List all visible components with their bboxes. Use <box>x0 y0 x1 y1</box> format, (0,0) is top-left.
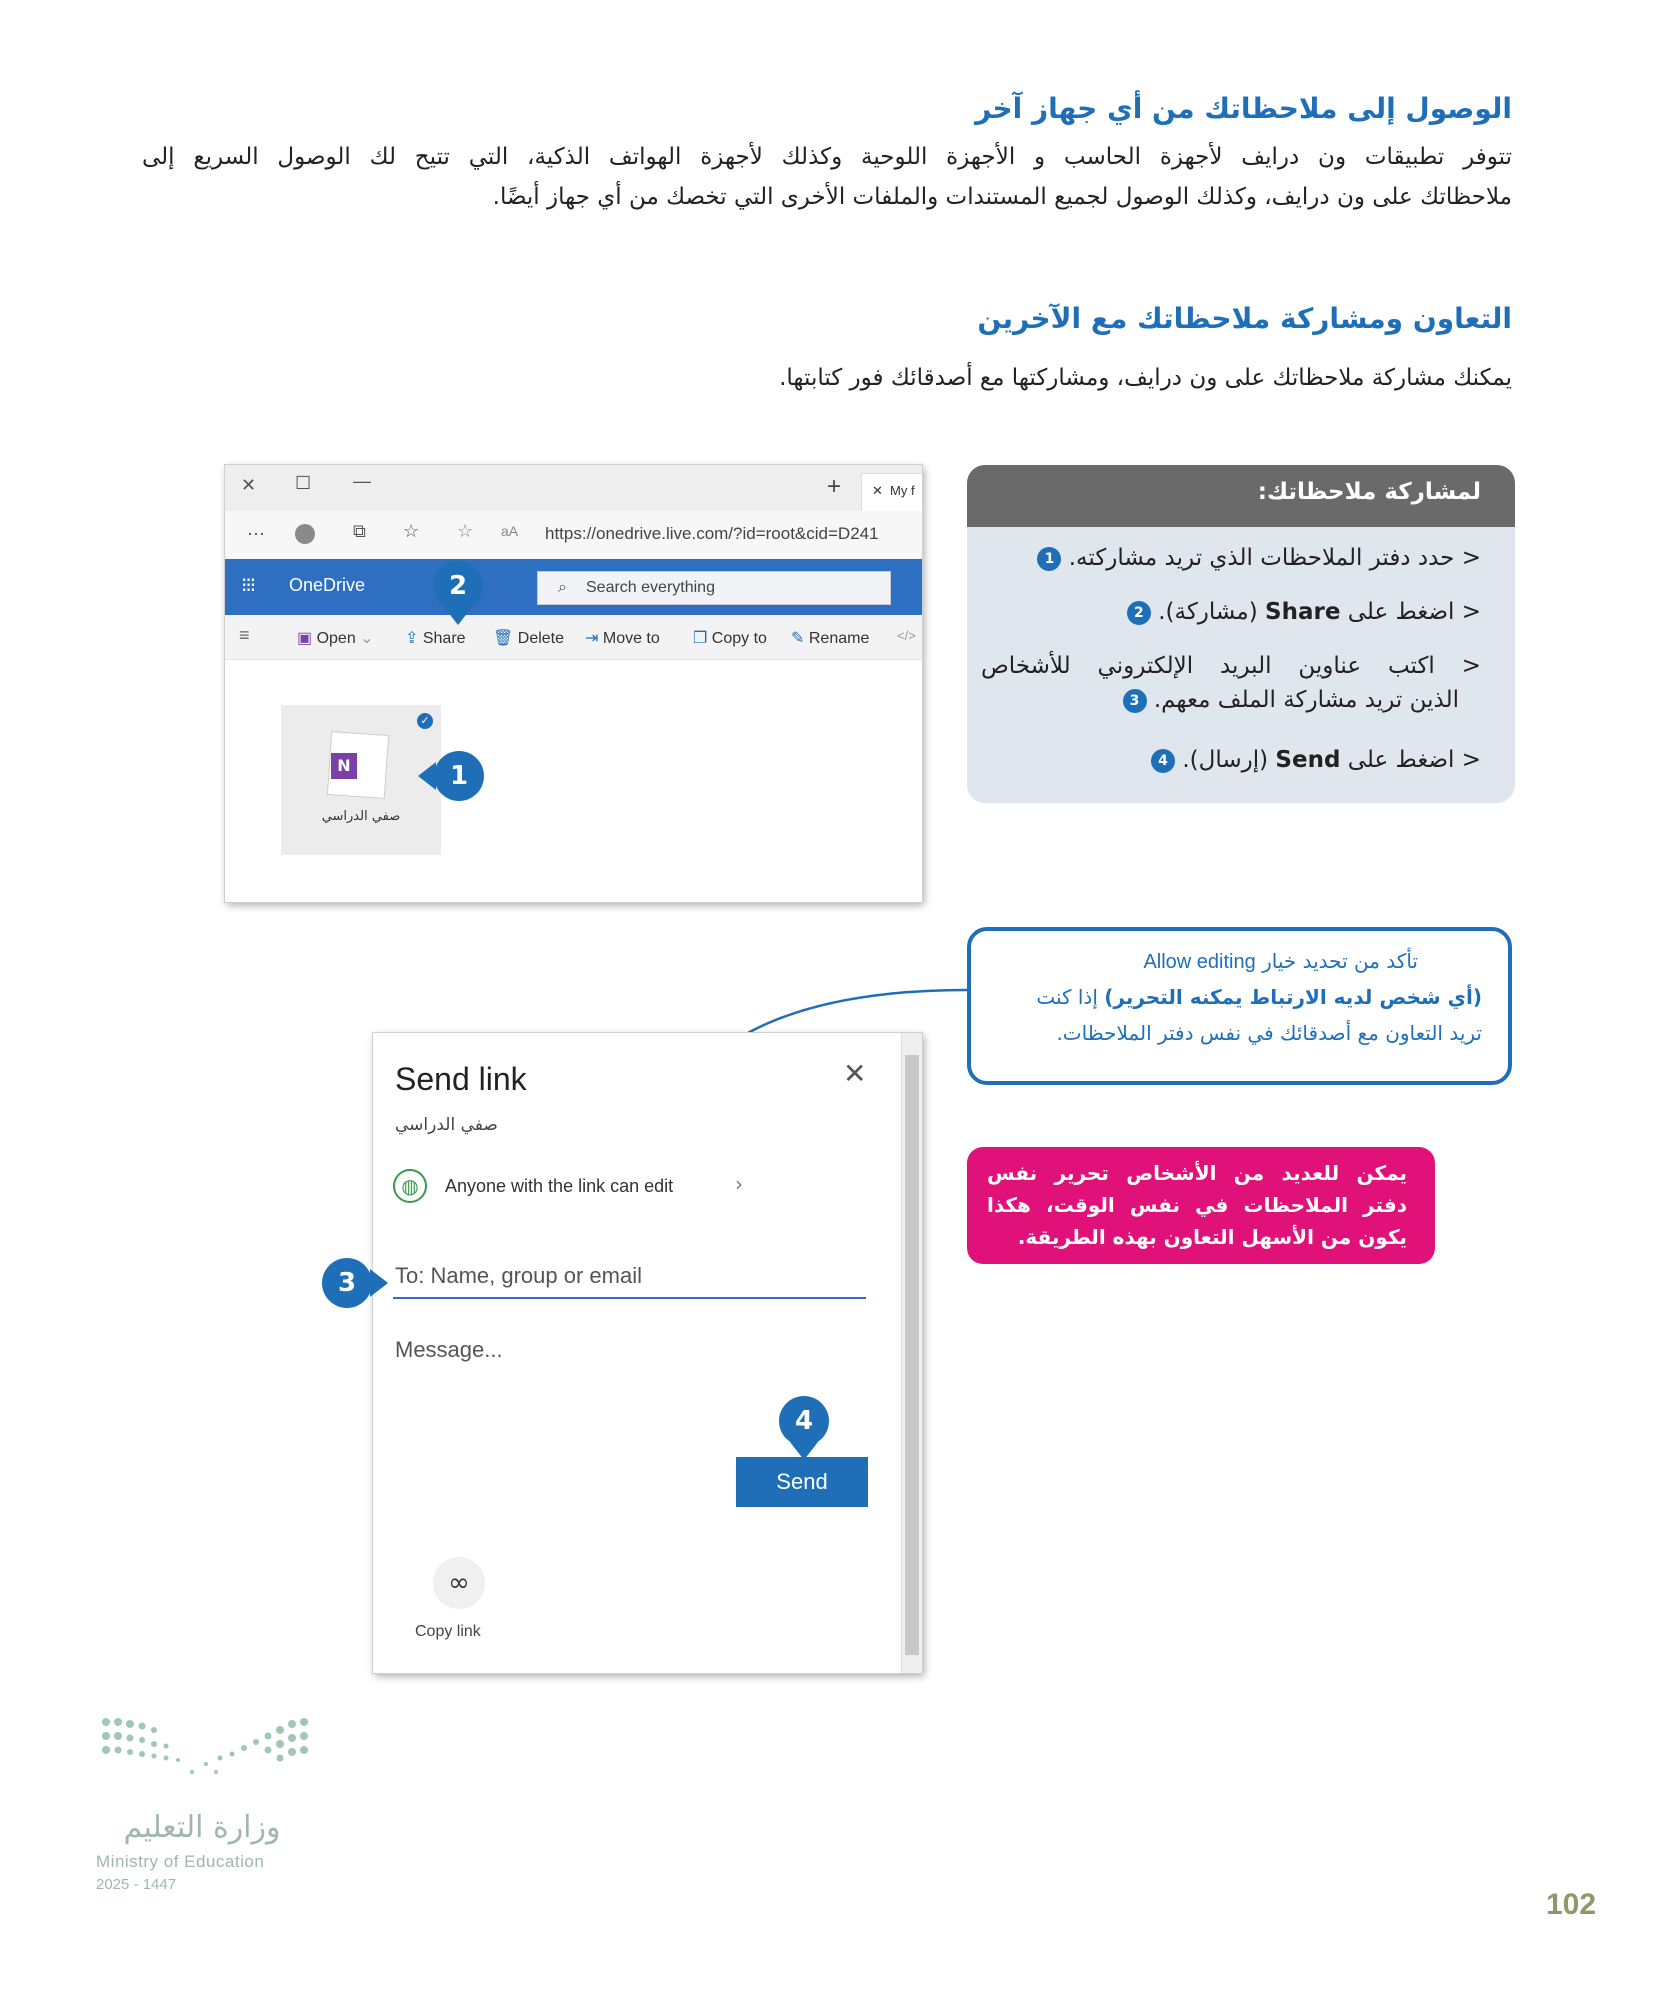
tab-title: My f <box>890 483 915 498</box>
share-command[interactable] <box>405 628 466 648</box>
tab-close-icon[interactable]: ✕ <box>872 483 883 498</box>
collaboration-note <box>967 1147 1435 1264</box>
step-3-line2: الذين تريد مشاركة الملف معهم. <box>1153 687 1459 713</box>
step-1-badge: 1 <box>1037 547 1061 571</box>
pink-line1: يمكن للعديد من الأشخاص تحرير نفس <box>987 1161 1407 1185</box>
callout-3: 3 <box>322 1258 372 1308</box>
send-button[interactable]: Send <box>736 1457 868 1507</box>
message-field[interactable]: Message... <box>395 1337 503 1362</box>
more-icon[interactable]: ··· <box>247 523 265 543</box>
link-icon: ∞ <box>433 1557 485 1609</box>
step-2-text-after: (مشاركة). <box>1158 599 1258 625</box>
ministry-name-ar: وزارة التعليم <box>123 1810 281 1845</box>
trash-icon: 🗑 <box>493 630 514 647</box>
pink-line3: يكون من الأسهل التعاون بهذه الطريقة. <box>1017 1225 1407 1249</box>
onedrive-screenshot <box>225 465 922 902</box>
search-icon: ⌕ <box>558 577 567 596</box>
step-4-bold: Send <box>1275 747 1341 773</box>
search-box[interactable] <box>537 571 891 605</box>
browser-address-bar <box>225 511 922 560</box>
restore-window-icon[interactable]: ☐ <box>295 473 312 493</box>
instruction-step-3: < اكتب عناوين البريد الإلكتروني للأشخاص الذين تريد مشاركة الملف معهم. 3 <box>981 653 1481 713</box>
notebook-label: صفي الدراسي <box>321 809 401 824</box>
profile-avatar-icon[interactable] <box>295 524 315 544</box>
step-2-text-before: اضغط على <box>1347 599 1455 625</box>
copy-link-label: Copy link <box>415 1623 481 1640</box>
to-field[interactable] <box>393 1259 866 1299</box>
step-3-badge: 3 <box>1123 689 1147 713</box>
browser-tab-bar <box>225 465 922 511</box>
close-window-icon[interactable]: ✕ <box>241 475 257 495</box>
page-number: 102 <box>1546 1888 1597 1921</box>
embed-icon[interactable]: </> <box>897 628 916 643</box>
dialog-title: Send link <box>395 1061 527 1097</box>
ministry-year: 2025 - 1447 <box>96 1876 177 1893</box>
app-launcher-icon[interactable]: ⁝⁝⁝ <box>241 573 255 597</box>
dialog-subtitle: صفي الدراسي <box>395 1115 498 1135</box>
move-to-label: Move to <box>602 630 660 647</box>
send-link-dialog <box>373 1033 922 1673</box>
chevron-down-icon: ⌄ <box>360 630 374 647</box>
note-allow-editing: Allow editing <box>1143 951 1256 973</box>
globe-icon: ◍ <box>393 1169 427 1203</box>
rename-label: Rename <box>808 630 870 647</box>
step-1-text: حدد دفتر الملاحظات الذي تريد مشاركته. <box>1068 545 1455 571</box>
selected-check-icon: ✓ <box>417 713 433 729</box>
callout-4-pointer <box>790 1442 818 1460</box>
read-aloud-icon[interactable]: aA <box>501 523 519 539</box>
copy-link-button[interactable] <box>399 1553 529 1653</box>
browser-tab[interactable] <box>861 473 922 512</box>
step-4-text-before: اضغط على <box>1347 747 1455 773</box>
section2-body: يمكنك مشاركة ملاحظاتك على ون درايف، ومشاركتها مع أصدقائك فور كتابتها. <box>779 365 1512 391</box>
minimize-window-icon[interactable]: — <box>353 471 371 491</box>
note-line2-rest: إذا كنت <box>1036 985 1098 1009</box>
command-bar <box>225 615 922 660</box>
ministry-logo-dots <box>96 1712 316 1792</box>
allow-editing-note <box>967 927 1512 1085</box>
open-label: Open <box>316 630 356 647</box>
rename-icon: ✎ <box>791 630 805 647</box>
pink-line2: دفتر الملاحظات في نفس الوقت، هكذا <box>987 1193 1407 1217</box>
note-line1: تأكد من تحديد خيار Allow editing <box>1143 949 1418 973</box>
onenote-small-icon: ▣ <box>297 630 313 647</box>
onedrive-header <box>225 559 922 615</box>
add-favorite-icon[interactable]: ☆ <box>457 521 474 541</box>
section1-line2: ملاحظاتك على ون درايف، وكذلك الوصول لجميع المستندات والملفات الأخرى التي تخصك من أي جهاز أيضًا. <box>492 184 1512 210</box>
nav-menu-icon[interactable]: ≡ <box>239 625 250 645</box>
instruction-step-4: < اضغط على Send (إرسال). 4 <box>981 747 1481 773</box>
callout-4: 4 <box>779 1396 829 1446</box>
instructions-header <box>967 465 1515 527</box>
notebook-tile[interactable] <box>281 705 441 855</box>
url-field[interactable]: https://onedrive.live.com/?id=root&cid=D241 <box>545 524 879 543</box>
share-label: Share <box>422 630 466 647</box>
step-4-badge: 4 <box>1151 749 1175 773</box>
share-icon: ⇪ <box>405 630 419 647</box>
step-2-badge: 2 <box>1127 601 1151 625</box>
onedrive-brand[interactable]: OneDrive <box>289 575 366 595</box>
section1-line1: تتوفر تطبيقات ون درايف لأجهزة الحاسب و الأجهزة اللوحية وكذلك لأجهزة الهواتف الذكية، التي تتيح لك الوصول السريع إلى <box>142 144 1512 170</box>
step-4-text-after: (إرسال). <box>1182 747 1269 773</box>
delete-command[interactable] <box>493 628 564 648</box>
step-2-bold: Share <box>1265 599 1341 625</box>
open-command[interactable] <box>297 628 374 648</box>
dialog-scrollbar[interactable] <box>901 1033 922 1673</box>
onenote-badge-icon: N <box>331 753 357 779</box>
move-icon: ⇥ <box>585 630 599 647</box>
step-3-line1: اكتب عناوين البريد الإلكتروني للأشخاص <box>981 653 1435 679</box>
collections-icon[interactable]: ⧉ <box>353 521 366 541</box>
instructions-title: لمشاركة ملاحظاتك: <box>1257 479 1481 505</box>
note-line3: تريد التعاون مع أصدقائك في نفس دفتر الملاحظات. <box>1056 1021 1482 1045</box>
search-placeholder: Search everything <box>586 579 715 596</box>
copy-to-command[interactable] <box>693 628 767 648</box>
chevron-right-icon: › <box>735 1172 743 1196</box>
instruction-step-2: < اضغط على Share (مشاركة). 2 <box>981 599 1481 625</box>
share-instructions-box <box>967 465 1515 803</box>
callout-1: 1 <box>434 751 484 801</box>
rename-command[interactable] <box>791 628 869 648</box>
copy-icon: ❐ <box>693 630 708 647</box>
section2-heading: التعاون ومشاركة ملاحظاتك مع الآخرين <box>977 302 1512 335</box>
to-placeholder: To: Name, group or email <box>395 1263 642 1288</box>
section1-heading: الوصول إلى ملاحظاتك من أي جهاز آخر <box>975 92 1512 125</box>
ministry-name-en: Ministry of Education <box>96 1852 265 1871</box>
new-tab-icon[interactable]: + <box>827 473 842 500</box>
note-line2 <box>1036 985 1482 1009</box>
callout-2-pointer <box>444 607 472 625</box>
copy-to-label: Copy to <box>711 630 767 647</box>
callout-3-pointer <box>370 1269 388 1297</box>
close-icon[interactable]: ✕ <box>843 1057 867 1090</box>
move-to-command[interactable] <box>585 628 660 648</box>
delete-label: Delete <box>517 630 565 647</box>
permission-label: Anyone with the link can edit <box>445 1176 674 1196</box>
instruction-step-1: < حدد دفتر الملاحظات الذي تريد مشاركته. 1 <box>981 545 1481 571</box>
permission-option[interactable] <box>393 1167 773 1207</box>
callout-2: 2 <box>433 561 483 611</box>
note-line2-bold: (أي شخص لديه الارتباط يمكنه التحرير) <box>1104 985 1482 1009</box>
scrollbar-thumb[interactable] <box>905 1055 919 1655</box>
favorites-icon[interactable]: ☆ <box>403 521 420 541</box>
